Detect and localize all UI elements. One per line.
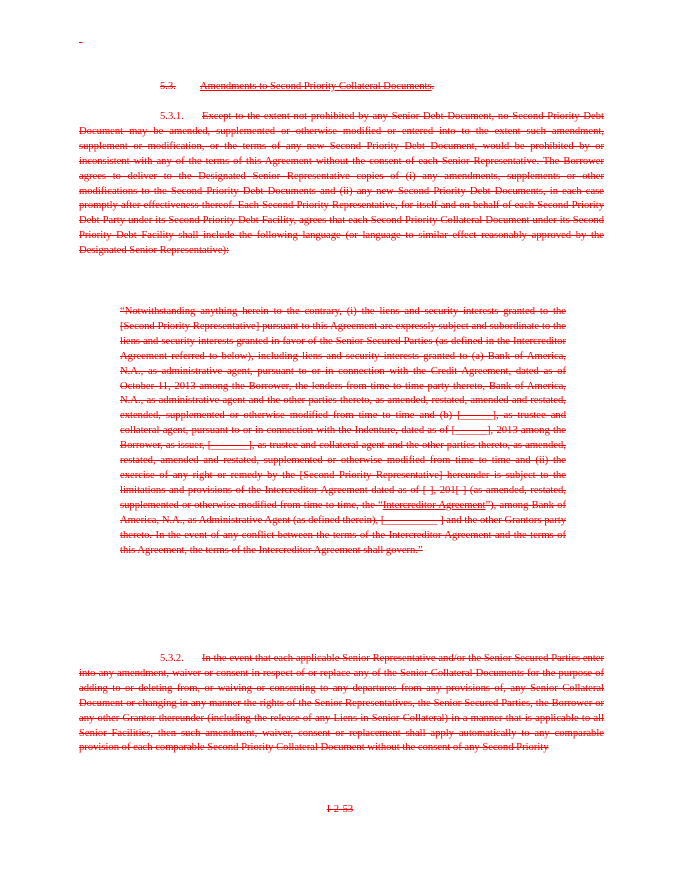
quote-text-part-2: ”), among Bank of America, N.A., as Administrative Agent (as defined therein), [__________ ] and the other Grantors party thereto. In the event of any conflict between the terms of the Intercreditor Agreement and the terms of this Agreement, the terms of the Intercreditor Agreement shall govern.” — [120, 499, 566, 556]
section-5-3-1-number: 5.3.1. — [160, 111, 184, 122]
section-heading — [160, 80, 434, 95]
section-5-3-2-text: In the event that each applicable Senior Representative and/or the Senior Secured Parties enter into any amendment, waiver or consent in respect of or replace any of the Senior Collateral Documents for the purpose of adding to or deleting from, or waiving or consenting to any departures from any provisions of, any Senior Collateral Document or changing in any manner the rights of the Senior Representatives, the Senior Secured Parties, the Borrower or any other Grantor thereunder (including the release of any Liens in Senior Collateral) in a manner that is applicable to all Senior Facilities, then such amendment, waiver, consent or replacement shall apply automatically to any comparable provision of each comparable Second Priority Collateral Document without the consent of any Second Priority — [79, 653, 604, 754]
quote-defined-term: Intercreditor Agreement — [382, 499, 486, 511]
quote-text-part-1: “Notwithstanding anything herein to the contrary, (i) the liens and security interests granted to the [Second Priority Representative] pursuant to this Agreement are expressly subject and subordinate to the liens and security interests granted in favor of the Senior Secured Parties (as defined in the Intercreditor Agreement referred to below), including liens and security interests granted to (a) Bank of America, N.A., as administrative agent, pursuant to or in connection with the Credit Agreement, dated as of October 11, 2013 among the Borrower, the lenders from time to time party thereto, Bank of America, N.A., as administrative agent and the other parties thereto, as amended, restated, amended and restated, extended, supplemented or otherwise modified from time to time and (b) [______], as trustee and collateral agent, pursuant to or in connection with the Indenture, dated as of [______], 2013 among the Borrower, as issuer, [_______], as trustee and collateral agent and the other parties thereto, as amended, restated, amended and restated, supplemented or otherwise modified from time to time and (ii) the exercise of any right or remedy by the [Second Priority Representative] hereunder is subject to the limitations and provisions of the Intercreditor Agreement dated as of [ ], 201[ ] (as amended, restated, supplemented or otherwise modified from time to time, the “ — [120, 306, 566, 511]
section-5-3-2-number: 5.3.2. — [160, 653, 184, 664]
section-5-3-2-paragraph — [79, 652, 604, 756]
heading-period: . — [431, 81, 435, 92]
section-heading-number: 5.3. — [160, 81, 176, 92]
required-language-quote — [120, 305, 566, 558]
section-5-3-1-paragraph — [79, 110, 604, 259]
section-5-3-1-text: Except to the extent not prohibited by any Senior Debt Document, no Second Priority Debt Document may be amended, supplemented or otherwise modified or entered into to the extent such amendment, supplement or modification, or the terms of any new Second Priority Debt Document, would be prohibited by or inconsistent with any of the terms of this Agreement without the consent of each Senior Representative. The Borrower agrees to deliver to the Designated Senior Representative copies of (i) any amendments, supplements or other modifications to the Second Priority Debt Documents and (ii) any new Second Priority Debt Documents, in each case promptly after effectiveness thereof. Each Second Priority Representative, for itself and on behalf of each Second Priority Debt Party under its Second Priority Debt Facility, agrees that each Second Priority Collateral Document under its Second Priority Debt Facility shall include the following language (or language to similar effect reasonably approved by the Designated Senior Representative): — [79, 111, 604, 257]
page-footer-number: I-2-53 — [326, 804, 354, 815]
revision-mark: - — [79, 37, 83, 48]
section-heading-title: Amendments to Second Priority Collateral Documents — [200, 81, 432, 92]
